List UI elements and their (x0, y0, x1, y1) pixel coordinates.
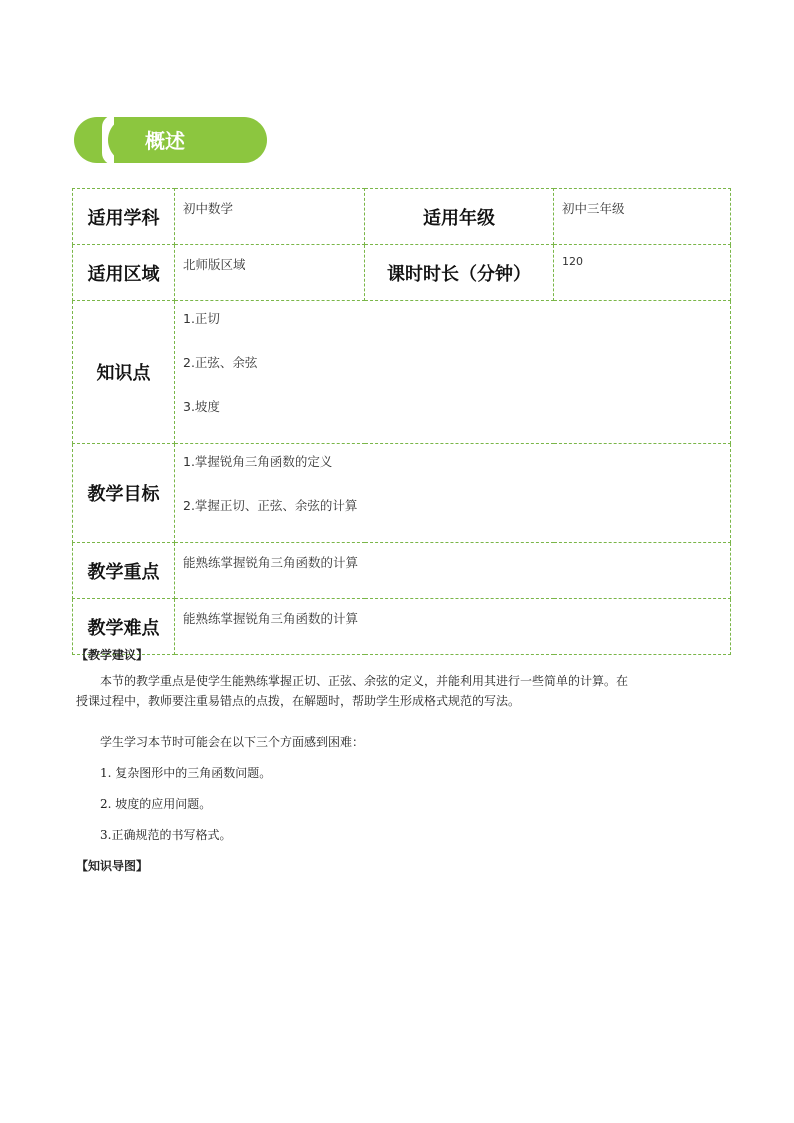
suggestion-paragraph-line: 本节的教学重点是使学生能熟练掌握正切、正弦、余弦的定义，并能利用其进行一些简单的计算。在 (100, 674, 629, 688)
overview-table (72, 188, 731, 655)
knowledge-list (175, 301, 731, 444)
table-row (73, 189, 731, 245)
key-value: 能熟练掌握锐角三角函数的计算 (175, 543, 731, 599)
duration-label: 课时时长（分钟） (365, 245, 554, 301)
mindmap-heading: 【知识导图】 (76, 859, 149, 873)
section-title: 概述 (145, 129, 185, 153)
region-label: 适用区域 (73, 245, 175, 301)
subject-label: 适用学科 (73, 189, 175, 245)
difficulty-intro: 学生学习本节时可能会在以下三个方面感到困难： (100, 735, 365, 749)
table-row (73, 599, 731, 655)
duration-value: 120 (554, 245, 731, 301)
table-row (73, 245, 731, 301)
grade-value: 初中三年级 (554, 189, 731, 245)
goals-list (175, 444, 731, 543)
suggestion-heading: 【教学建议】 (76, 648, 149, 662)
knowledge-label: 知识点 (73, 301, 175, 444)
table-row (73, 543, 731, 599)
difficulty-value: 能熟练掌握锐角三角函数的计算 (175, 599, 731, 655)
list-item: 1.掌握锐角三角函数的定义 (183, 454, 333, 469)
list-item: 1. 复杂图形中的三角函数问题。 (100, 766, 272, 780)
goals-label: 教学目标 (73, 444, 175, 543)
table-row (73, 444, 731, 543)
grade-label: 适用年级 (365, 189, 554, 245)
key-label: 教学重点 (73, 543, 175, 599)
list-item: 1.正切 (183, 311, 220, 326)
list-item: 2.正弦、余弦 (183, 355, 258, 370)
suggestion-paragraph-line: 授课过程中，教师要注重易错点的点拨，在解题时，帮助学生形成格式规范的写法。 (76, 694, 521, 708)
difficulty-label: 教学难点 (73, 599, 175, 655)
region-value: 北师版区域 (175, 245, 365, 301)
list-item: 2.掌握正切、正弦、余弦的计算 (183, 498, 358, 513)
subject-value: 初中数学 (175, 189, 365, 245)
list-item: 2. 坡度的应用问题。 (100, 797, 212, 811)
header-pill (108, 117, 267, 163)
table-row (73, 301, 731, 444)
list-item: 3.正确规范的书写格式。 (100, 828, 232, 842)
list-item: 3.坡度 (183, 399, 220, 414)
